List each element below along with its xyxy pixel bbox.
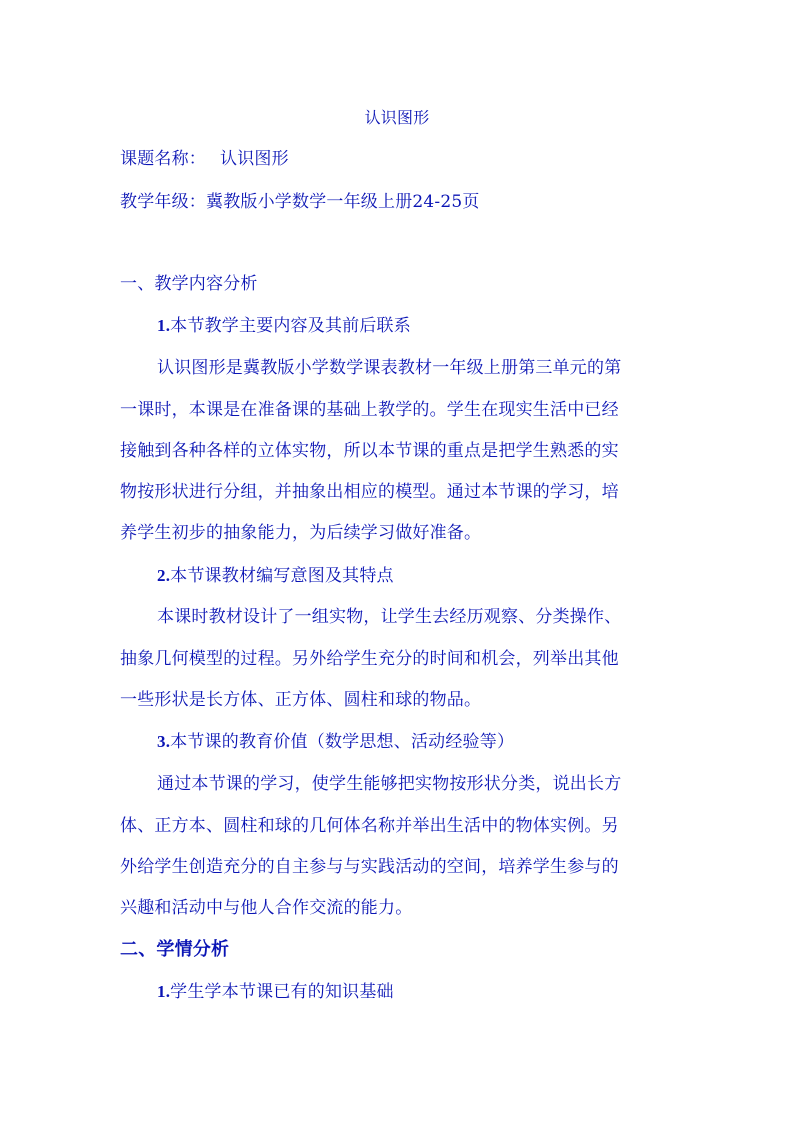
section1-sub1-number: 1. [157,316,171,335]
paragraph-line: 兴趣和活动中与他人合作交流的能力。 [120,898,413,918]
section2-sub1-number: 1. [157,982,171,1001]
document-title: 认识图形 [364,108,430,127]
section2-heading: 二、学情分析 [120,939,230,960]
course-name-value: 认识图形 [220,149,289,169]
paragraph-line: 本课时教材设计了一组实物，让学生去经历观察、分类操作、 [157,607,622,627]
paragraph-line: 一课时，本课是在准备课的基础上教学的。学生在现实生活中已经 [120,400,619,420]
section2-sub1-text: 学生学本节课已有的知识基础 [170,982,394,1002]
section1-sub3-text: 本节课的教育价值（数学思想、活动经验等） [170,732,515,752]
section1-sub1-text: 本节教学主要内容及其前后联系 [170,316,411,336]
section1-sub2-number: 2. [157,566,171,585]
section1-heading: 一、教学内容分析 [120,274,258,294]
section1-sub3-number: 3. [157,732,171,751]
paragraph-line: 养学生初步的抽象能力，为后续学习做好准备。 [120,523,482,543]
paragraph-line: 体、正方本、圆柱和球的几何体名称并举出生活中的物体实例。另 [120,816,619,836]
section1-sub1-heading [157,315,411,337]
section2-sub1-heading [157,981,394,1003]
paragraph-line: 物按形状进行分组，并抽象出相应的模型。通过本节课的学习，培 [120,482,619,502]
paragraph-line: 外给学生创造充分的自主参与与实践活动的空间，培养学生参与的 [120,857,619,877]
course-name-label: 课题名称： [120,149,206,169]
paragraph-line: 抽象几何模型的过程。另外给学生充分的时间和机会，列举出其他 [120,649,619,669]
section1-sub3-heading [157,731,514,753]
course-name-line [120,148,289,170]
paragraph-line: 接触到各种各样的立体实物，所以本节课的重点是把学生熟悉的实 [120,441,619,461]
section1-sub2-text: 本节课教材编写意图及其特点 [170,566,394,586]
paragraph-line: 通过本节课的学习，使学生能够把实物按形状分类，说出长方 [157,774,622,794]
section1-sub2-heading [157,565,394,587]
paragraph-line: 一些形状是长方体、正方体、圆柱和球的物品。 [120,690,482,710]
grade-line: 教学年级：冀教版小学数学一年级上册24-25页 [120,192,480,212]
paragraph-line: 认识图形是冀教版小学数学课表教材一年级上册第三单元的第 [157,358,622,378]
